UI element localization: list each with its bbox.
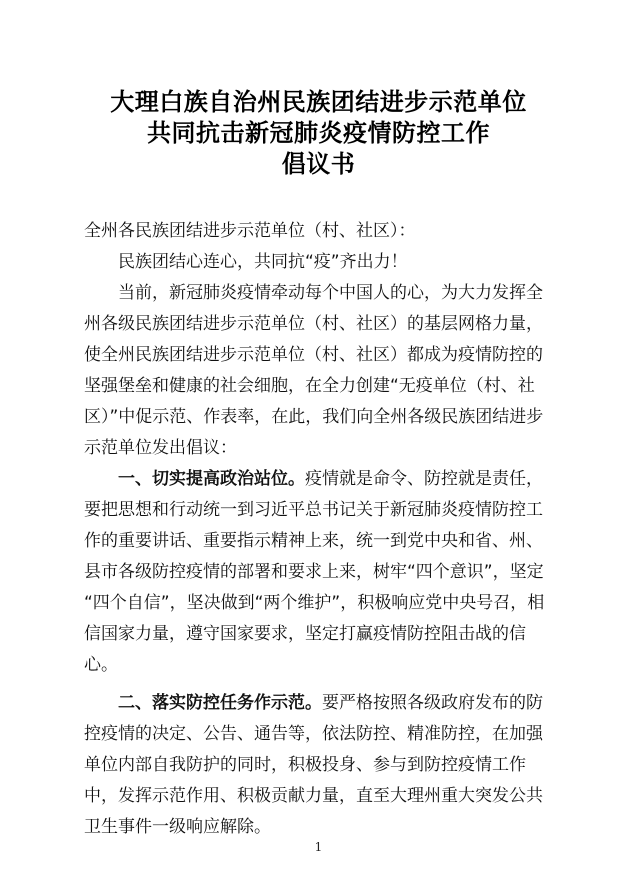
slogan: 民族团结心连心，共同抗“疫”齐出力！ bbox=[118, 252, 408, 272]
section-2-paragraph bbox=[84, 688, 584, 843]
section-1-line-7: 心。 bbox=[84, 655, 118, 675]
section-2-line-2: 控疫情的决定、公告、通告等，依法防控、精准防控，在加强 bbox=[84, 724, 543, 744]
section-1-first-line-text: 疫情就是命令、防控就是责任， bbox=[305, 469, 543, 489]
section-1-heading: 一、切实提高政治站位。 bbox=[118, 469, 305, 489]
intro-line-5: 区）”中促示范、作表率，在此，我们向全州各级民族团结进步 bbox=[84, 407, 544, 427]
section-1-line-4: 县市各级防控疫情的部署和要求上来，树牢“四个意识”，坚定 bbox=[84, 562, 544, 582]
section-1-line-2: 要把思想和行动统一到习近平总书记关于新冠肺炎疫情防控工 bbox=[84, 500, 543, 520]
intro-line-2: 州各级民族团结进步示范单位（村、社区）的基层网格力量， bbox=[84, 314, 543, 334]
section-2-first-line-text: 要严格按照各级政府发布的防 bbox=[322, 693, 543, 713]
title-line-2: 共同抗击新冠肺炎疫情防控工作 bbox=[147, 118, 490, 147]
intro-line-6: 示范单位发出倡议： bbox=[84, 438, 237, 458]
title-line-3: 倡议书 bbox=[281, 149, 356, 178]
salutation: 全州各民族团结进步示范单位（村、社区）： bbox=[84, 221, 416, 241]
section-1-paragraph bbox=[84, 464, 584, 681]
section-1-line-3: 作的重要讲话、重要指示精神上来，统一到党中央和省、州、 bbox=[84, 531, 543, 551]
section-1-line-6: 信国家力量，遵守国家要求，坚定打赢疫情防控阻击战的信 bbox=[84, 624, 526, 644]
section-2-first-line bbox=[84, 688, 584, 719]
page-number: 1 bbox=[314, 840, 323, 854]
intro-line-1: 当前，新冠肺炎疫情牵动每个中国人的心，为大力发挥全 bbox=[118, 283, 543, 303]
section-1-first-line bbox=[84, 464, 584, 495]
section-2-line-4: 中，发挥示范作用、积极贡献力量，直至大理州重大突发公共 bbox=[84, 786, 543, 806]
title-line-1: 大理白族自治州民族团结进步示范单位 bbox=[110, 87, 527, 116]
document-body bbox=[84, 216, 584, 843]
intro-paragraph bbox=[84, 278, 584, 464]
paragraph-gap bbox=[84, 681, 584, 688]
intro-line-4: 坚强堡垒和健康的社会细胞，在全力创建“无疫单位（村、社 bbox=[84, 376, 535, 396]
section-1-line-5: “四个自信”，坚决做到“两个维护”，积极响应党中央号召，相 bbox=[84, 593, 545, 613]
section-2-heading: 二、落实防控任务作示范。 bbox=[118, 693, 322, 713]
section-2-line-5: 卫生事件一级响应解除。 bbox=[84, 817, 271, 837]
section-2-line-3: 单位内部自我防护的同时，积极投身、参与到防控疫情工作 bbox=[84, 755, 526, 775]
document-title bbox=[0, 86, 637, 179]
intro-line-3: 使全州民族团结进步示范单位（村、社区）都成为疫情防控的 bbox=[84, 345, 543, 365]
